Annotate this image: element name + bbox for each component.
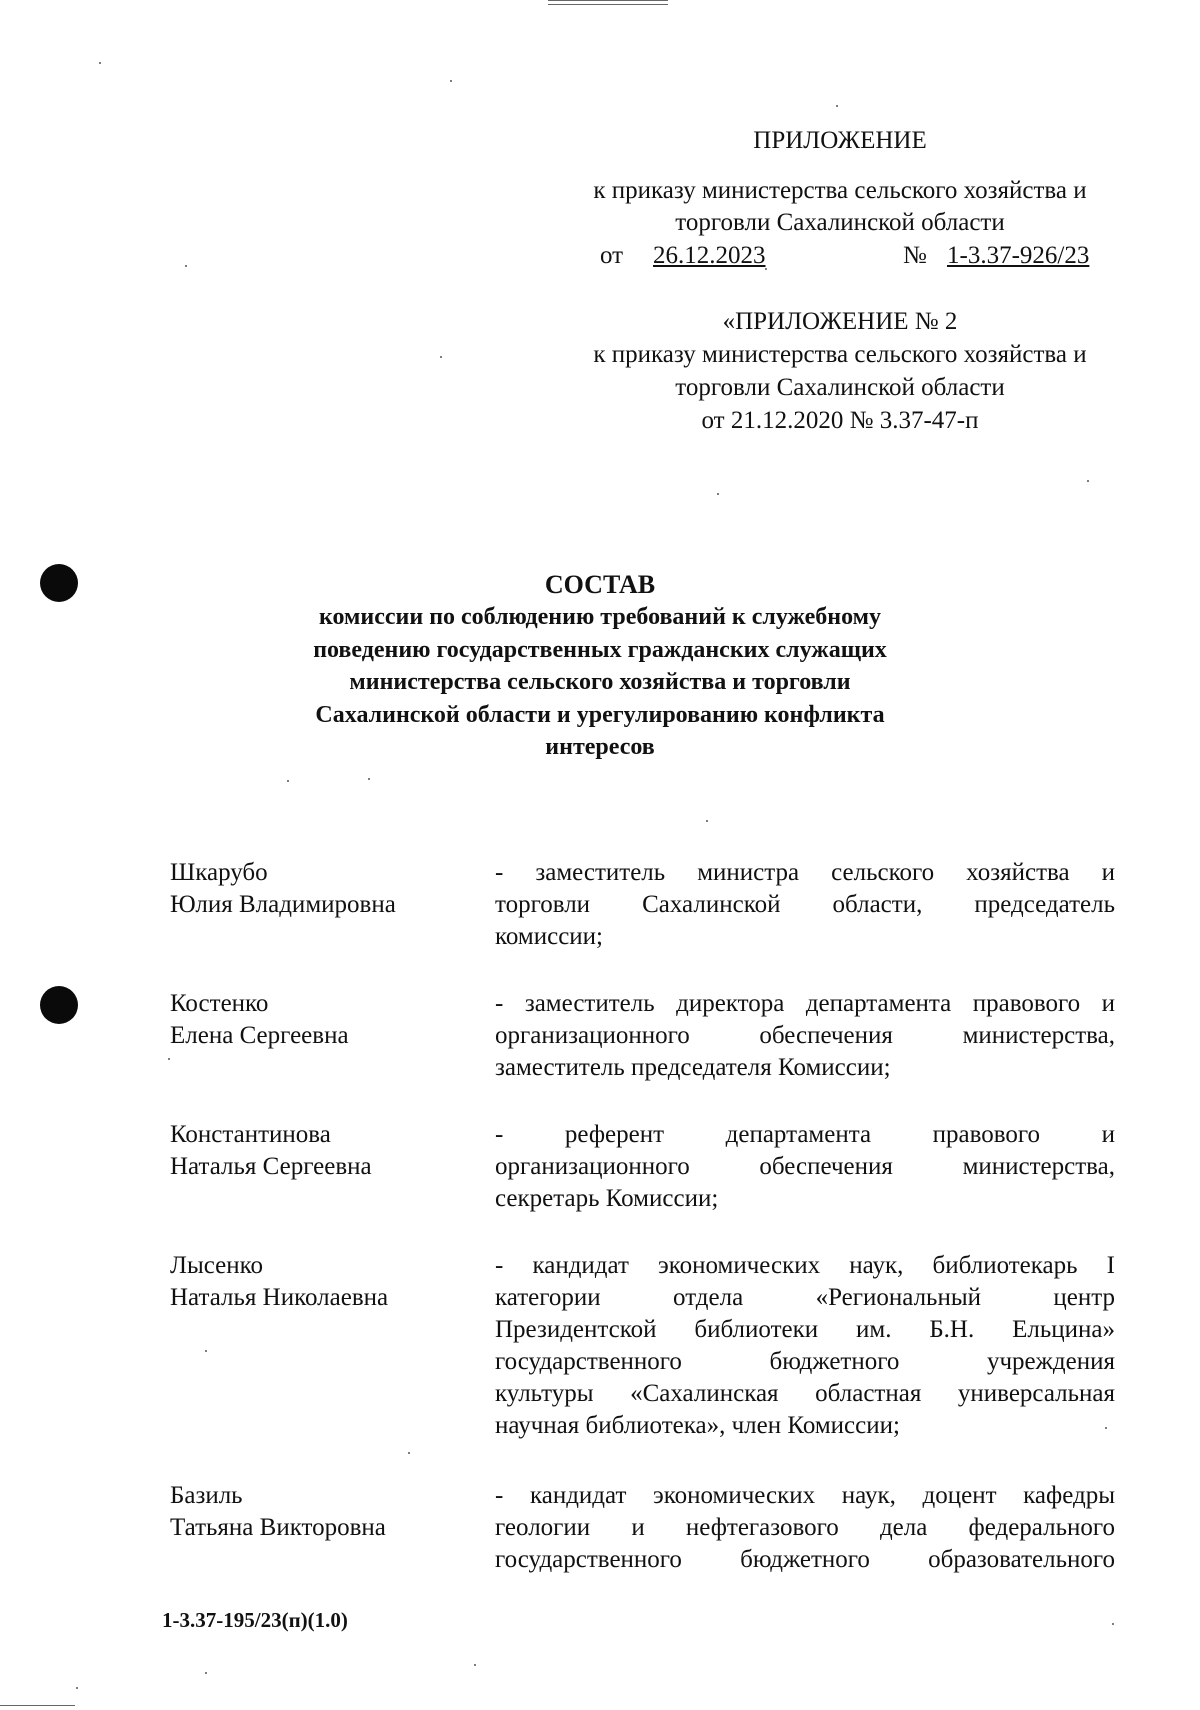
- role-line: - референт департамента правового и: [495, 1121, 1115, 1148]
- role-line: организационного обеспечения министерства,: [495, 1022, 1115, 1049]
- member-role: [495, 857, 1115, 953]
- role-line: - кандидат экономических наук, библиотекарь I: [495, 1252, 1115, 1279]
- scan-edge-mark: [548, 0, 668, 5]
- role-line: заместитель председателя Комиссии;: [495, 1054, 891, 1081]
- scan-speck: [205, 1350, 207, 1352]
- order-date: 26.12.2023: [653, 242, 766, 269]
- appendix-title: ПРИЛОЖЕНИЕ: [753, 127, 927, 154]
- member-given-names: Елена Сергеевна: [170, 1022, 349, 1049]
- prior-appendix-line-1: к приказу министерства сельского хозяйства и: [593, 341, 1087, 368]
- number-prefix: №: [903, 242, 927, 269]
- subtitle-line: поведению государственных гражданских служащих: [313, 636, 887, 663]
- role-line: - заместитель министра сельского хозяйства и: [495, 859, 1115, 886]
- scan-speck: [440, 356, 442, 358]
- member-name: [170, 1250, 388, 1314]
- scan-speck: [185, 265, 187, 267]
- member-surname: Лысенко: [170, 1252, 264, 1279]
- member-role: [495, 1480, 1115, 1576]
- role-line: культуры «Сахалинская областная универсальная: [495, 1380, 1115, 1407]
- member-surname: Костенко: [170, 990, 269, 1017]
- prior-appendix-line-2: торговли Сахалинской области: [675, 374, 1005, 401]
- scan-speck: [474, 1664, 476, 1666]
- member-given-names: Татьяна Викторовна: [170, 1514, 386, 1541]
- member-surname: Шкарубо: [170, 859, 268, 886]
- role-line: Президентской библиотеки им. Б.Н. Ельцина»: [495, 1316, 1115, 1343]
- member-surname: Базиль: [170, 1482, 243, 1509]
- member-surname: Константинова: [170, 1121, 331, 1148]
- member-role: [495, 1250, 1115, 1442]
- scan-speck: [408, 1452, 410, 1454]
- subtitle-line: комиссии по соблюдению требований к служебному: [319, 604, 881, 630]
- document-code: 1-3.37-195/23(п)(1.0): [162, 1608, 348, 1632]
- scan-speck: [76, 1687, 78, 1689]
- scan-speck: [99, 62, 101, 64]
- member-name: [170, 857, 396, 921]
- member-name: [170, 1119, 372, 1183]
- date-prefix: от: [600, 242, 624, 269]
- header-line-2: торговли Сахалинской области: [675, 209, 1005, 236]
- member-given-names: Наталья Сергеевна: [170, 1153, 372, 1180]
- member-role: [495, 988, 1115, 1084]
- role-line: комиссии;: [495, 923, 603, 950]
- role-line: государственного бюджетного образовательного: [495, 1546, 1115, 1573]
- composition-subtitle: [240, 601, 960, 764]
- scan-speck: [168, 1058, 170, 1060]
- punch-hole-bottom: [40, 986, 78, 1024]
- role-line: геологии и нефтегазового дела федерального: [495, 1514, 1115, 1541]
- order-number: 1-3.37-926/23: [947, 242, 1090, 269]
- member-name: [170, 1480, 386, 1544]
- scan-speck: [368, 778, 370, 780]
- member-name: [170, 988, 349, 1052]
- member-given-names: Юлия Владимировна: [170, 891, 396, 918]
- scan-edge-mark-bottom: [0, 1705, 75, 1706]
- subtitle-line: министерства сельского хозяйства и торговли: [349, 669, 851, 695]
- scan-speck: [205, 1672, 207, 1674]
- prior-appendix-line-3: от 21.12.2020 № 3.37-47-п: [701, 407, 979, 434]
- role-line: - кандидат экономических наук, доцент кафедры: [495, 1482, 1115, 1509]
- role-line: научная библиотека», член Комиссии;: [495, 1412, 900, 1439]
- header-line-1: к приказу министерства сельского хозяйства и: [593, 177, 1087, 204]
- scan-speck: [1087, 480, 1089, 482]
- scan-speck: [836, 105, 838, 107]
- prior-appendix-title: «ПРИЛОЖЕНИЕ № 2: [722, 308, 958, 335]
- composition-title: СОСТАВ: [544, 570, 656, 599]
- role-line: категории отдела «Региональный центр: [495, 1284, 1115, 1311]
- role-line: государственного бюджетного учреждения: [495, 1348, 1115, 1375]
- scan-speck: [287, 780, 289, 782]
- scan-speck: [450, 80, 452, 82]
- role-line: торговли Сахалинской области, председатель: [495, 891, 1115, 918]
- scan-speck: [717, 493, 719, 495]
- member-role: [495, 1119, 1115, 1215]
- scan-speck: [1112, 1623, 1114, 1625]
- scan-speck: [706, 820, 708, 822]
- role-line: организационного обеспечения министерства,: [495, 1153, 1115, 1180]
- member-given-names: Наталья Николаевна: [170, 1284, 389, 1311]
- role-line: - заместитель директора департамента правового и: [495, 990, 1115, 1017]
- subtitle-line: интересов: [545, 734, 655, 760]
- punch-hole-top: [40, 564, 78, 602]
- subtitle-line: Сахалинской области и урегулированию конфликта: [315, 701, 885, 728]
- role-line: секретарь Комиссии;: [495, 1185, 719, 1212]
